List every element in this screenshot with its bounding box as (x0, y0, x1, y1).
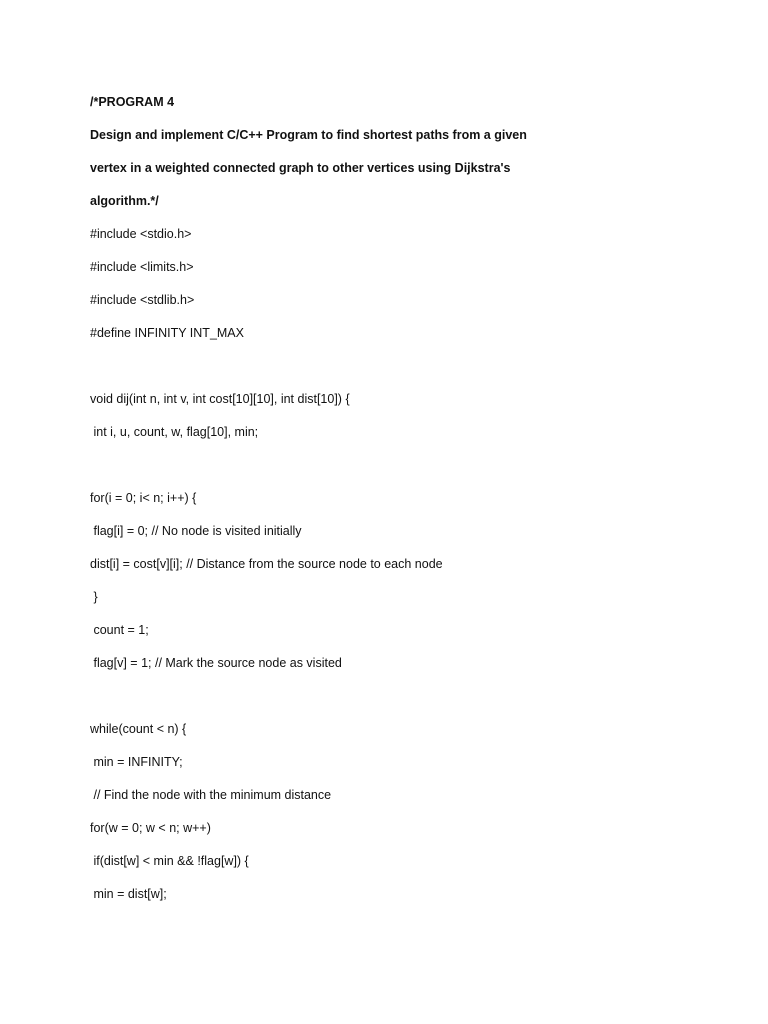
text-line: #include <stdlib.h> (90, 293, 195, 307)
text-line: if(dist[w] < min && !flag[w]) { (90, 854, 249, 868)
text-line: int i, u, count, w, flag[10], min; (90, 425, 259, 439)
document-body (90, 92, 690, 917)
text-line: for(i = 0; i< n; i++) { (90, 491, 197, 505)
blank-line (90, 455, 690, 488)
text-line: algorithm.*/ (90, 194, 159, 208)
text-line: for(w = 0; w < n; w++) (90, 821, 211, 835)
text-line: dist[i] = cost[v][i]; // Distance from the source node to each node (90, 557, 443, 571)
text-line: /*PROGRAM 4 (90, 95, 175, 109)
text-line: Design and implement C/C++ Program to find shortest paths from a given (90, 128, 527, 142)
text-line: while(count < n) { (90, 722, 187, 736)
text-line: count = 1; (90, 623, 149, 637)
text-line: vertex in a weighted connected graph to other vertices using Dijkstra's (90, 161, 511, 175)
text-line: #define INFINITY INT_MAX (90, 326, 244, 340)
text-line: min = dist[w]; (90, 887, 167, 901)
text-line: // Find the node with the minimum distance (90, 788, 332, 802)
text-line: flag[v] = 1; // Mark the source node as visited (90, 656, 342, 670)
text-line: #include <stdio.h> (90, 227, 192, 241)
blank-line (90, 356, 690, 389)
text-line: flag[i] = 0; // No node is visited initially (90, 524, 302, 538)
text-line: void dij(int n, int v, int cost[10][10], int dist[10]) { (90, 392, 350, 406)
text-line: } (90, 590, 98, 604)
blank-line (90, 686, 690, 719)
text-line: #include <limits.h> (90, 260, 194, 274)
text-line: min = INFINITY; (90, 755, 183, 769)
